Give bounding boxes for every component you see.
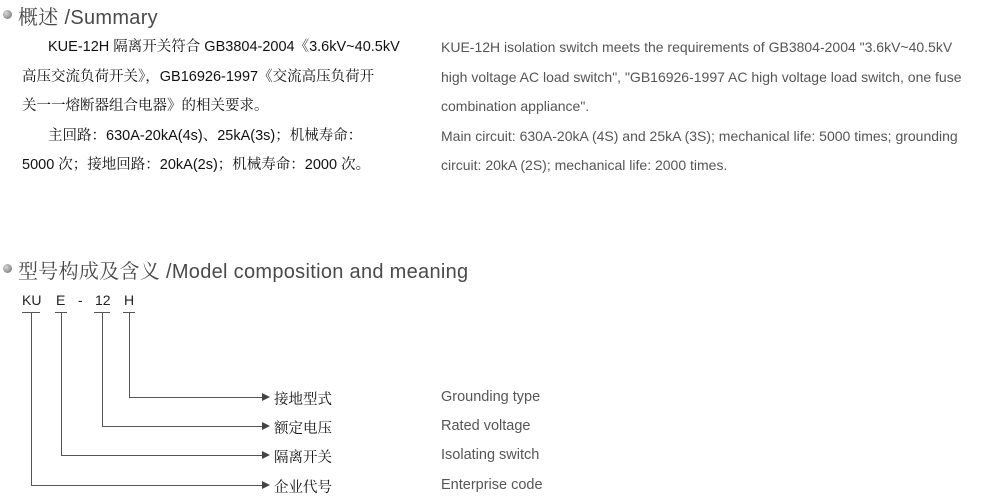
model-item-cn-grounding-type: 接地型式	[274, 392, 332, 408]
summary-cn-line: 5000 次；接地回路：20kA(2s)；机械寿命：2000 次。	[22, 157, 371, 173]
model-item-en-grounding-type: Grounding type	[441, 389, 541, 405]
model-code-h: H	[124, 292, 135, 308]
summary-en-line: combination appliance".	[441, 98, 590, 114]
arrow-icon	[262, 481, 270, 489]
connector-12-vertical	[102, 313, 103, 427]
bullet-icon	[3, 10, 12, 19]
summary-en-line: KUE-12H isolation switch meets the requirements of GB3804-2004 "3.6kV~40.5kV	[441, 39, 953, 55]
arrow-icon	[262, 422, 270, 430]
model-code-ku: KU	[22, 292, 42, 308]
summary-english-text	[441, 33, 997, 181]
summary-en-line: circuit: 20kA (2S); mechanical life: 2000 times.	[441, 157, 728, 173]
model-item-en-isolating-switch: Isolating switch	[441, 447, 540, 463]
summary-cn-line: 主回路：630A-20kA(4s)、25kA(3s)；机械寿命：	[48, 127, 363, 144]
summary-cn-line: KUE-12H 隔离开关符合 GB3804-2004《3.6kV~40.5kV	[48, 39, 400, 55]
model-code-e: E	[56, 292, 66, 308]
connector-ku-horizontal	[31, 485, 263, 486]
model-item-cn-enterprise-code: 企业代号	[274, 480, 332, 496]
connector-ku-vertical	[31, 313, 32, 486]
connector-e-vertical	[61, 313, 62, 456]
model-code-12: 12	[95, 292, 111, 308]
summary-cn-line: 高压交流负荷开关》，GB16926-1997《交流高压负荷开	[22, 68, 375, 85]
model-item-en-rated-voltage: Rated voltage	[441, 418, 531, 434]
arrow-icon	[262, 393, 270, 401]
model-item-cn-isolating-switch: 隔离开关	[274, 450, 332, 466]
model-item-cn-rated-voltage: 额定电压	[274, 421, 332, 437]
arrow-icon	[262, 451, 270, 459]
model-code-dash: -	[78, 292, 83, 308]
summary-cn-line: 关一一熔断器组合电器》的相关要求。	[22, 98, 269, 114]
connector-h-horizontal	[129, 397, 263, 398]
model-item-en-enterprise-code: Enterprise code	[441, 477, 543, 493]
connector-h-vertical	[129, 313, 130, 398]
summary-chinese-text	[22, 33, 412, 181]
summary-en-line: Main circuit: 630A-20kA (4S) and 25kA (3S); mechanical life: 5000 times; grounding	[441, 127, 958, 144]
connector-12-horizontal	[102, 426, 263, 427]
summary-heading: 概述 /Summary	[18, 7, 158, 29]
bullet-icon	[3, 264, 12, 273]
model-heading: 型号构成及含义 /Model composition and meaning	[18, 261, 469, 283]
summary-en-line: high voltage AC load switch", "GB16926-1997 AC high voltage load switch, one fuse	[441, 68, 962, 85]
connector-e-horizontal	[61, 455, 263, 456]
